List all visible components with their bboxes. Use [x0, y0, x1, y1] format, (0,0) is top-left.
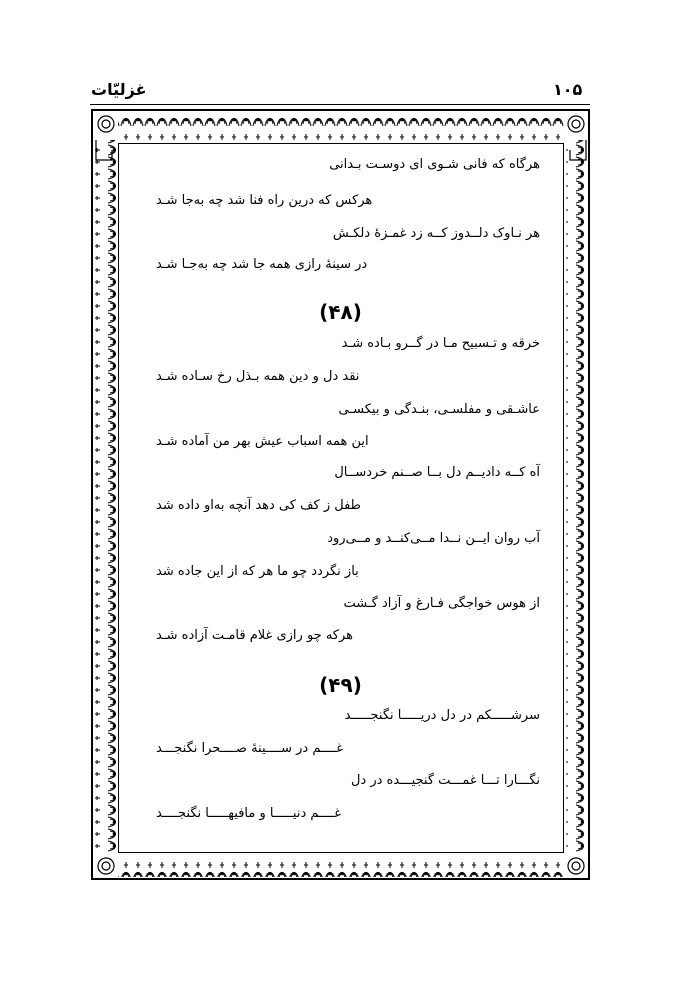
verse-line: هر نـاوک دلــدوز کــه زد غمـزهٔ دلکـش — [332, 226, 540, 241]
verse-line: هرگاه که فانی شـوی ای دوسـت بـدانی — [329, 157, 540, 172]
verse-line: آه کــه دادیــم دل بــا صــنم خردســال — [334, 465, 540, 480]
verse-line: باز نگردد چو ما هر که از این جاده شد — [156, 564, 359, 579]
ghazal-number: (۴۸) — [319, 300, 362, 324]
verse-line: سرشـــــکم در دل دریـــــا نگنجـــــد — [344, 708, 540, 723]
section-title: غزلیّات — [91, 80, 147, 99]
verse-line: از هوس خواجگی فـارغ و آزاد گـشت — [343, 596, 540, 611]
verse-line: عاشـقی و مفلسـی، بنـدگی و بیکسـی — [338, 402, 540, 417]
verse-line: غــــم در ســــینهٔ صــــحرا نگنجـــد — [156, 741, 344, 756]
verse-line: این همه اسباب عیش بهر من آماده شـد — [156, 434, 369, 449]
verse-line: نقد دل و دین همه بـذل رخ سـاده شـد — [156, 369, 360, 384]
ghazal-number: (۴۹) — [319, 673, 362, 697]
verse-line: در سینهٔ رازی همه جا شد چه به‌جـا شـد — [156, 257, 368, 272]
verse-line: آب روان ایــن نــدا مــی‌کنــد و مــی‌رود — [327, 531, 540, 546]
verse-line: غــــم دنیـــــا و مافیهـــــا نگنجــــد — [156, 806, 342, 821]
verse-line: نگـــارا تـــا غمـــت گنجیـــده در دل — [350, 773, 540, 788]
verse-line: خرقه و تـسبیح مـا در گــرو بـاده شـد — [341, 336, 540, 351]
corner-ornament-bottom-right — [568, 858, 584, 874]
verse-line: هرکس که درین راه فنا شد چه به‌جا شـد — [156, 193, 373, 208]
verse-line: طفل ز کف کی دهد آنچه به‌او داده شد — [156, 498, 362, 513]
verse-line: هرکه چو رازی غلام قامـت آزاده شـد — [156, 628, 354, 643]
corner-ornament-bottom-left — [98, 858, 114, 874]
page-number: ۱۰۵ — [553, 80, 583, 99]
